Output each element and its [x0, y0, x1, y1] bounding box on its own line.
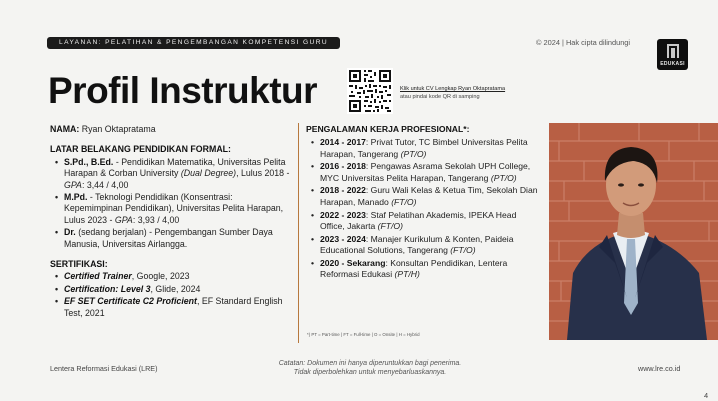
brand-logo — [657, 39, 688, 70]
qr-code-icon — [347, 68, 393, 114]
qr-code[interactable] — [347, 68, 393, 114]
degree-detail: - Teknologi Pendidikan (Konsentrasi: Kepemimpinan Pendidikan), Universitas Pelita Harapan, Lulus 2023 - — [64, 192, 284, 225]
experience-list — [306, 137, 538, 280]
experience-detail: : Privat Tutor, TC Bimbel Universitas Pelita Harapan, Tangerang — [320, 137, 528, 159]
certification-heading: SERTIFIKASI: — [50, 259, 108, 270]
experience-years: 2020 - Sekarang — [320, 257, 386, 268]
gpa-value: : 3,44 / 4,00 — [81, 179, 129, 190]
footer-website[interactable]: www.lre.co.id — [638, 364, 681, 373]
degree-year: , Lulus 2018 - — [236, 168, 290, 179]
portrait-image — [549, 123, 718, 340]
education-item — [64, 157, 290, 191]
experience-years: 2018 - 2022 — [320, 185, 366, 196]
certificate-name: EF SET Certificate C2 Proficient — [64, 296, 197, 307]
certification-item — [64, 296, 290, 319]
certificate-issuer: , Google, 2023 — [131, 271, 190, 282]
experience-detail: : Staf Pelatihan Akademis, IPEKA Head Office, Jakarta — [320, 209, 517, 231]
experience-type: (FT/O) — [450, 244, 476, 255]
name-label: NAMA: — [50, 124, 80, 134]
certificate-issuer: , EF Standard English Test, 2021 — [64, 296, 283, 318]
experience-type: (PT/H) — [394, 269, 420, 280]
experience-years: 2016 - 2018 — [320, 161, 366, 172]
experience-type: (FT/O) — [391, 196, 417, 207]
education-list — [50, 157, 290, 250]
gpa-value: : 3,93 / 4,00 — [132, 214, 180, 225]
experience-item — [320, 258, 538, 281]
certification-item — [64, 271, 290, 282]
footer-organization: Lentera Reformasi Edukasi (LRE) — [50, 364, 158, 373]
certificate-issuer: , Glide, 2024 — [150, 283, 201, 294]
experience-years: 2023 - 2024 — [320, 233, 366, 244]
experience-type: (FT/O) — [377, 220, 403, 231]
experience-type: (PT/O) — [490, 172, 517, 183]
lantern-icon — [667, 44, 679, 58]
name-value: Ryan Oktapratama — [81, 124, 156, 134]
cv-link[interactable]: Klik untuk CV Lengkap Ryan Oktapratama — [400, 86, 506, 92]
education-item — [64, 227, 290, 250]
degree-name: Dr. — [64, 227, 76, 238]
certificate-name: Certified Trainer — [64, 271, 132, 282]
qr-caption: atau pindai kode QR di samping — [400, 94, 480, 100]
experience-detail: : Manajer Kurikulum & Konten, Paideia Educational Solutions, Tangerang — [320, 233, 514, 255]
experience-type: (PT/O) — [400, 148, 427, 159]
experience-item — [320, 210, 538, 233]
degree-detail: - Pendidikan Matematika, Universitas Pelita Harapan & Corban University — [64, 156, 286, 179]
left-column — [50, 124, 290, 320]
certificate-name: Certification: Level 3 — [64, 283, 151, 294]
experience-detail: : Guru Wali Kelas & Ketua Tim, Sekolah Dian Harapan, Manado — [320, 185, 538, 207]
experience-item — [320, 234, 538, 257]
logo-label: EDUKASI — [660, 61, 685, 67]
footer-note — [250, 359, 490, 377]
page-number: 4 — [704, 391, 709, 400]
experience-item — [320, 137, 538, 160]
experience-column — [306, 124, 538, 282]
certification-list — [50, 271, 290, 319]
gpa-label: GPA — [64, 179, 82, 190]
experience-item — [320, 161, 538, 184]
name-line — [50, 124, 290, 135]
education-heading: LATAR BELAKANG PENDIDIKAN FORMAL: — [50, 144, 231, 155]
footer-note-line: Catatan: Dokumen ini hanya diperuntukkan bagi penerima. — [278, 360, 462, 367]
column-divider — [298, 123, 299, 343]
degree-name: M.Pd. — [64, 192, 88, 203]
experience-heading: PENGALAMAN KERJA PROFESIONAL*: — [306, 124, 470, 134]
page-title: Profil Instruktur — [48, 70, 318, 111]
degree-name: S.Pd., B.Ed. — [64, 156, 114, 167]
experience-years: 2022 - 2023 — [320, 209, 366, 220]
instructor-photo — [549, 123, 718, 340]
copyright-text: © 2024 | Hak cipta dilindungi — [536, 38, 631, 47]
experience-years: 2014 - 2017 — [320, 137, 366, 148]
service-pill: LAYANAN: PELATIHAN & PENGEMBANGAN KOMPETENSI GURU — [47, 37, 340, 49]
degree-note: (Dual Degree) — [180, 168, 237, 179]
gpa-label: GPA — [114, 214, 133, 225]
degree-detail: (sedang berjalan) - Pengembangan Sumber Daya Manusia, Universitas Airlangga. — [64, 227, 273, 249]
experience-item — [320, 185, 538, 208]
footer-note-line: Tidak diperbolehkan untuk menyebarluaskannya. — [293, 369, 447, 376]
experience-detail: : Konsultan Pendidikan, Lentera Reformasi Edukasi — [320, 257, 508, 280]
experience-detail: : Pengawas Asrama Sekolah UPH College, MYC Universitas Pelita Harapan, Tangerang — [320, 161, 531, 183]
employment-legend: *) PT = Part-time | FT = Full-time | O = Onsite | H = Hybrid — [307, 332, 420, 337]
education-item — [64, 192, 290, 226]
certification-item — [64, 284, 290, 295]
